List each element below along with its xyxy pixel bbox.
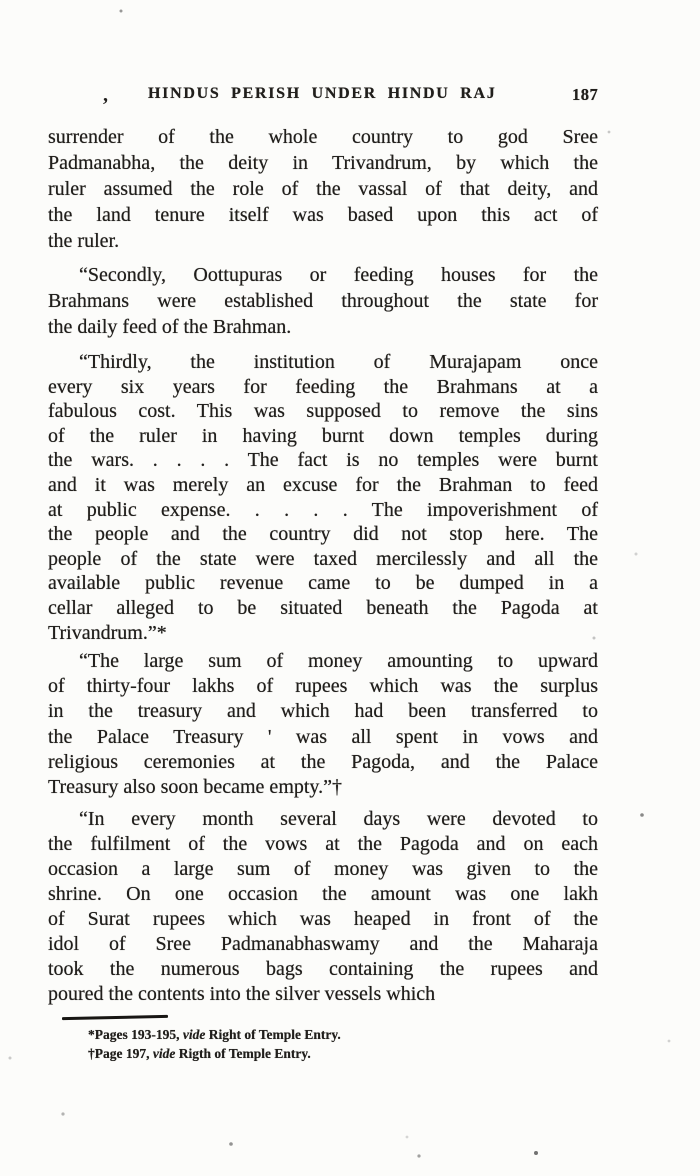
text-line: Brahmans were established throughout the state for bbox=[48, 290, 598, 312]
footnote-1-vide: vide bbox=[182, 1027, 206, 1042]
text-line: the people and the country did not stop here. The bbox=[48, 523, 598, 546]
text-line: shrine. On one occasion the amount was one lakh bbox=[48, 883, 598, 905]
text-line: the wars. . . . . The fact is no temples were burnt bbox=[48, 449, 598, 472]
text-line: “Thirdly, the institution of Murajapam once bbox=[79, 351, 598, 373]
running-header-title: HINDUS PERISH UNDER HINDU RAJ bbox=[148, 85, 497, 102]
paragraph-5 bbox=[48, 807, 598, 1007]
scan-stray-mark: , bbox=[103, 84, 108, 106]
text-line: the ruler. bbox=[48, 230, 120, 252]
text-line: Padmanabha, the deity in Trivandrum, by which the bbox=[48, 152, 598, 174]
text-line: every six years for feeding the Brahmans at a bbox=[48, 375, 598, 398]
paragraph-3 bbox=[48, 350, 598, 645]
text-line: “In every month several days were devoted to bbox=[79, 808, 598, 830]
page-number: 187 bbox=[572, 85, 599, 104]
text-line: idol of Sree Padmanabhaswamy and the Maharaja bbox=[48, 933, 598, 955]
text-line: Trivandrum.”* bbox=[48, 621, 167, 644]
footnote-2-vide: vide bbox=[152, 1045, 176, 1061]
running-header bbox=[0, 84, 700, 108]
text-line: available public revenue came to be dumped in a bbox=[48, 572, 598, 595]
text-line: and it was merely an excuse for the Brahman to feed bbox=[48, 473, 598, 496]
footnote-2-prefix: †Page 197, bbox=[88, 1045, 153, 1061]
text-line: the Palace Treasury ' was all spent in vows and bbox=[48, 725, 598, 748]
text-line: of Surat rupees which was heaped in front of the bbox=[48, 908, 598, 930]
footnote-2-suffix: Rigth of Temple Entry. bbox=[175, 1045, 311, 1061]
text-line: the fulfilment of the vows at the Pagoda and on each bbox=[48, 833, 598, 855]
text-line: people of the state were taxed mercilessly and all the bbox=[48, 547, 598, 570]
text-line: poured the contents into the silver vessels which bbox=[48, 983, 436, 1005]
text-line: fabulous cost. This was supposed to remove the sins bbox=[48, 400, 598, 423]
text-line: the daily feed of the Brahman. bbox=[48, 316, 292, 338]
text-line: took the numerous bags containing the rupees and bbox=[48, 958, 598, 980]
text-line: at public expense. . . . . The impoverishment of bbox=[48, 498, 598, 521]
paragraph-4 bbox=[48, 649, 598, 800]
paragraph-1 bbox=[48, 124, 598, 254]
text-line: religious ceremonies at the Pagoda, and the Palace bbox=[48, 750, 598, 773]
footnotes bbox=[88, 1026, 568, 1063]
footnote-rule bbox=[62, 1015, 168, 1020]
text-line: in the treasury and which had been transferred to bbox=[48, 700, 598, 723]
text-line: ruler assumed the role of the vassal of that deity, and bbox=[48, 178, 598, 200]
text-line: the land tenure itself was based upon this act of bbox=[48, 204, 598, 226]
footnote-1-prefix: *Pages 193-195, bbox=[88, 1027, 183, 1042]
text-line: cellar alleged to be situated beneath the Pagoda at bbox=[48, 596, 598, 619]
footnote-1-suffix: Right of Temple Entry. bbox=[205, 1027, 341, 1042]
text-line: occasion a large sum of money was given to the bbox=[48, 858, 598, 880]
paragraph-2 bbox=[48, 262, 598, 340]
text-line: “Secondly, Oottupuras or feeding houses for the bbox=[79, 264, 598, 286]
text-line: Treasury also soon became empty.”† bbox=[48, 776, 343, 799]
footnote-1 bbox=[88, 1026, 568, 1045]
scan-specks bbox=[0, 0, 2, 2]
text-line: of thirty-four lakhs of rupees which was the surplus bbox=[48, 675, 598, 698]
text-line: surrender of the whole country to god Sree bbox=[48, 126, 598, 148]
footnote-2 bbox=[88, 1045, 568, 1064]
text-line: “The large sum of money amounting to upward bbox=[79, 650, 598, 672]
text-line: of the ruler in having burnt down temples during bbox=[48, 424, 598, 447]
